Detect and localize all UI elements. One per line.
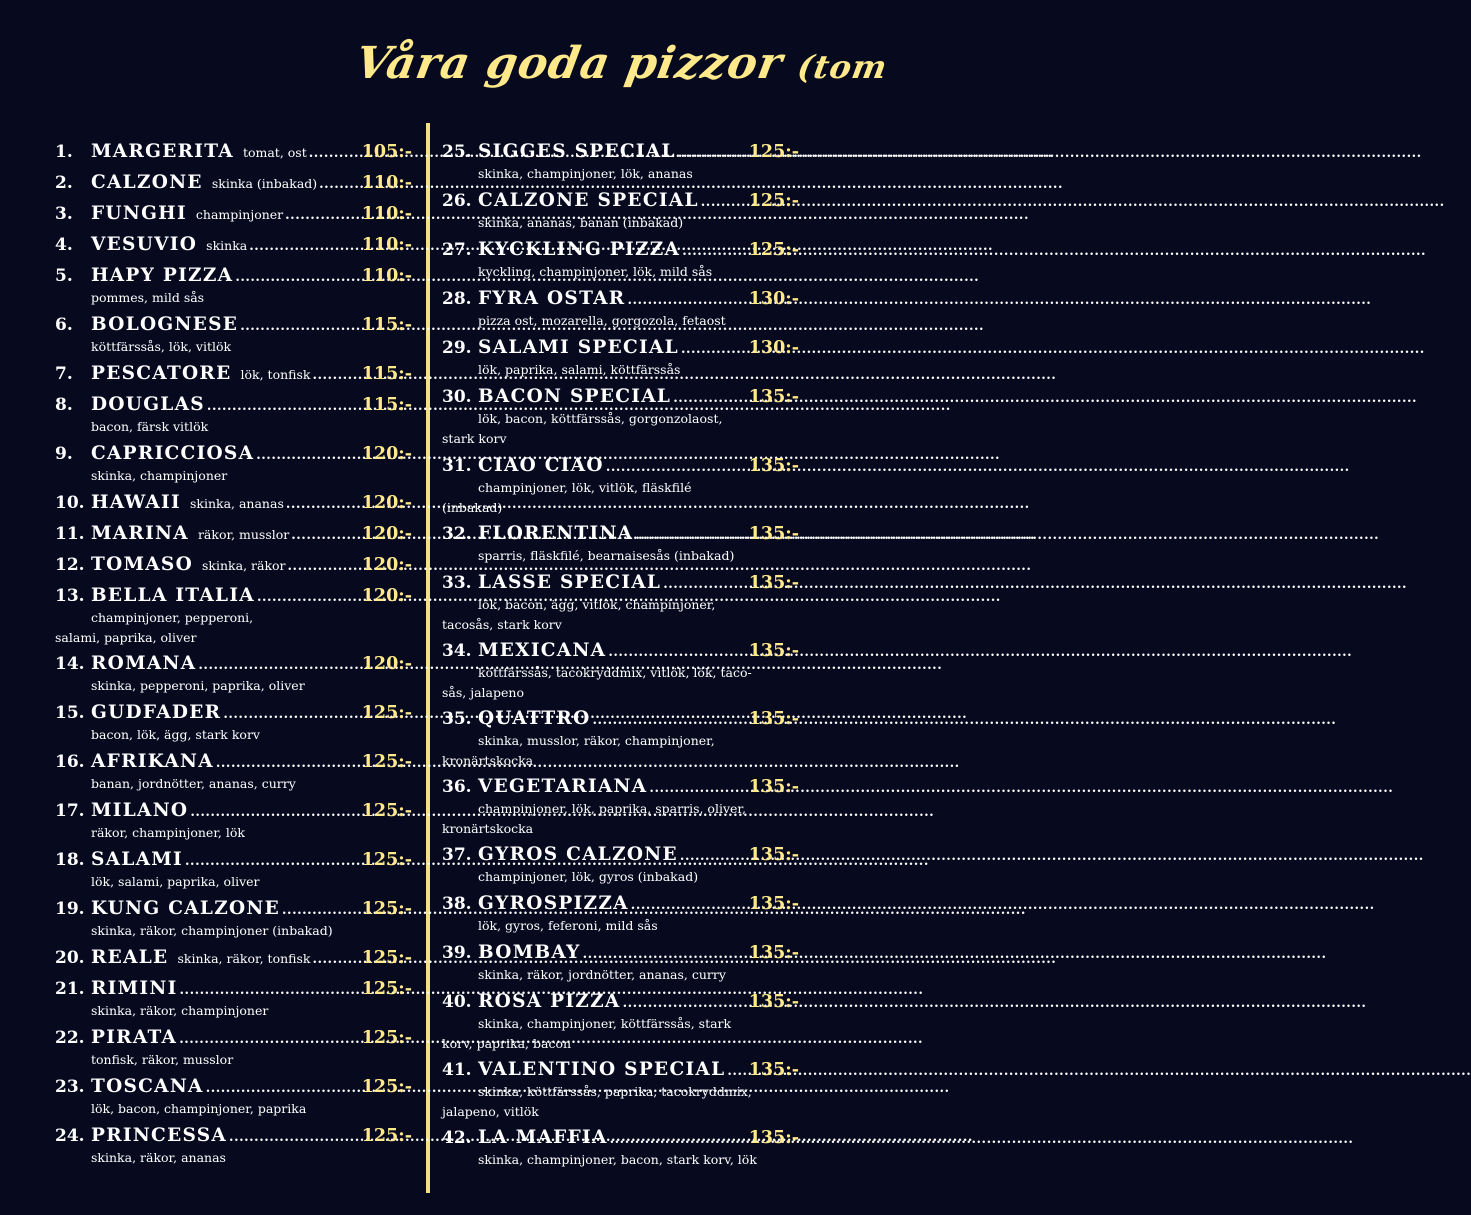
item-name: CALZONE SPECIAL: [478, 190, 699, 211]
item-ingredients: skinka, köttfärssås, paprika, tacokryddmix, jalapeno, vitlök: [442, 1084, 752, 1119]
menu-item: [55, 363, 412, 385]
menu-item-line: [55, 898, 412, 920]
item-name: MILANO: [91, 800, 189, 821]
menu-item-line: [55, 1027, 412, 1049]
menu-item-line: [55, 554, 412, 576]
dot-leader: [606, 460, 747, 475]
dot-leader: [198, 658, 359, 673]
menu-item-line: [55, 653, 412, 675]
item-name: ROSA PIZZA: [478, 991, 621, 1012]
item-price: 135:-: [748, 709, 799, 729]
item-name: ROMANA: [91, 653, 197, 674]
menu-item-line: [442, 776, 799, 798]
item-ingredients: skinka, räkor, jordnötter, ananas, curry: [478, 967, 726, 982]
item-price: 120:-: [361, 524, 412, 544]
item-name: CALZONE: [91, 172, 203, 193]
item-name: CIAO CIAO: [478, 455, 604, 476]
item-ingredients: champinjoner, lök, vitlök, fläskfilé (inbakad): [442, 480, 692, 515]
item-ingredients-inline: tomat, ost: [242, 145, 307, 160]
menu-item: [442, 844, 799, 886]
item-price: 135:-: [748, 524, 799, 544]
item-number: 36.: [442, 777, 472, 797]
menu-item: [442, 523, 799, 565]
item-number: 16.: [55, 752, 85, 772]
item-name: BOMBAY: [478, 942, 581, 963]
menu-title-suffix: (tom: [794, 48, 891, 86]
item-price: 115:-: [361, 315, 412, 335]
menu-item-line: [442, 337, 799, 359]
item-price: 135:-: [748, 777, 799, 797]
item-name: REALE: [91, 947, 169, 968]
item-price: 125:-: [361, 899, 412, 919]
menu-item: [442, 455, 799, 517]
menu-item-line: [442, 190, 799, 212]
item-price: 135:-: [748, 456, 799, 476]
menu-item: [55, 1125, 412, 1167]
item-number: 39.: [442, 943, 472, 963]
menu-item-line: [442, 991, 799, 1013]
item-name: GYROSPIZZA: [478, 893, 629, 914]
item-price: 125:-: [361, 948, 412, 968]
item-number: 42.: [442, 1128, 472, 1148]
item-name: LASSE SPECIAL: [478, 572, 662, 593]
item-name: SALAMI SPECIAL: [478, 337, 679, 358]
item-name: MARINA: [91, 523, 189, 544]
item-price: 110:-: [361, 204, 412, 224]
menu-item: [442, 337, 799, 379]
menu-item: [55, 492, 412, 514]
item-price: 125:-: [748, 191, 799, 211]
item-name: FLORENTINA: [478, 523, 634, 544]
dot-leader: [682, 244, 747, 259]
dot-leader: [207, 399, 360, 414]
item-ingredients: pizza ost, mozarella, gorgozola, fetaost: [478, 313, 726, 328]
item-name: GUDFADER: [91, 702, 222, 723]
item-name: HAPY PIZZA: [91, 265, 234, 286]
dot-leader: [291, 528, 359, 543]
dot-leader: [180, 983, 360, 998]
item-number: 11.: [55, 524, 85, 544]
item-number: 27.: [442, 240, 472, 260]
item-number: 8.: [55, 395, 73, 415]
dot-leader: [583, 947, 747, 962]
menu-item: [442, 190, 799, 232]
item-number: 21.: [55, 979, 85, 999]
menu-item: [442, 141, 799, 183]
menu-item: [442, 893, 799, 935]
dot-leader: [190, 805, 359, 820]
item-price: 135:-: [748, 387, 799, 407]
item-price: 135:-: [748, 845, 799, 865]
menu-item-line: [55, 702, 412, 724]
item-price: 135:-: [748, 992, 799, 1012]
dot-leader: [312, 952, 359, 967]
dot-leader: [593, 713, 747, 728]
item-ingredients-inline: skinka (inbakad): [211, 176, 318, 191]
dot-leader: [681, 342, 747, 357]
item-name: BELLA ITALIA: [91, 585, 255, 606]
item-price: 135:-: [748, 894, 799, 914]
item-number: 30.: [442, 387, 472, 407]
menu-item: [442, 708, 799, 770]
item-ingredients: banan, jordnötter, ananas, curry: [91, 776, 296, 791]
dot-leader: [673, 391, 747, 406]
menu-item: [442, 991, 799, 1053]
item-price: 125:-: [361, 850, 412, 870]
menu-item-line: [442, 288, 799, 310]
menu-item: [55, 443, 412, 485]
menu-item-line: [442, 239, 799, 261]
item-number: 3.: [55, 204, 73, 224]
dot-leader: [309, 146, 360, 161]
item-price: 125:-: [361, 1077, 412, 1097]
menu-item-line: [55, 800, 412, 822]
menu-title-text: Våra goda pizzor: [351, 38, 787, 89]
item-ingredients: lök, bacon, ägg, vitlök, champinjoner, tacosås, stark korv: [442, 597, 716, 632]
item-ingredients: skinka, champinjoner, lök, ananas: [478, 166, 693, 181]
menu-item: [442, 1127, 799, 1169]
menu-item-line: [55, 1076, 412, 1098]
menu-item-line: [55, 492, 412, 514]
menu-item: [55, 702, 412, 744]
menu-item: [442, 640, 799, 702]
item-ingredients: pommes, mild sås: [91, 290, 205, 305]
item-number: 1.: [55, 142, 73, 162]
item-price: 125:-: [361, 1028, 412, 1048]
menu-item: [55, 947, 412, 969]
item-price: 120:-: [361, 493, 412, 513]
item-price: 110:-: [361, 235, 412, 255]
item-ingredients: skinka, pepperoni, paprika, oliver: [91, 678, 305, 693]
item-name: QUATTRO: [478, 708, 591, 729]
dot-leader: [727, 1064, 746, 1079]
menu-item-line: [55, 314, 412, 336]
menu-item-line: [442, 1127, 799, 1149]
dot-leader: [235, 270, 359, 285]
item-ingredients-inline: lök, tonfisk: [240, 367, 311, 382]
item-price: 125:-: [361, 1126, 412, 1146]
menu-item-line: [55, 265, 412, 287]
dot-leader: [312, 368, 359, 383]
item-price: 125:-: [748, 240, 799, 260]
dot-leader: [608, 645, 746, 660]
item-price: 110:-: [361, 173, 412, 193]
item-name: TOSCANA: [91, 1076, 204, 1097]
item-name: VESUVIO: [91, 234, 198, 255]
menu-item: [55, 585, 412, 647]
item-ingredients: skinka, räkor, champinjoner: [91, 1003, 269, 1018]
item-ingredients: skinka, champinjoner: [91, 468, 228, 483]
item-name: HAWAII: [91, 492, 181, 513]
item-number: 41.: [442, 1060, 472, 1080]
item-ingredients: bacon, färsk vitlök: [91, 419, 209, 434]
item-number: 5.: [55, 266, 73, 286]
item-ingredients-inline: skinka, räkor, tonfisk: [177, 951, 311, 966]
item-number: 7.: [55, 364, 73, 384]
menu-item-line: [55, 849, 412, 871]
menu-item: [442, 239, 799, 281]
menu-item: [55, 849, 412, 891]
dot-leader: [610, 1132, 747, 1147]
menu-item: [55, 800, 412, 842]
item-name: FYRA OSTAR: [478, 288, 626, 309]
item-name: AFRIKANA: [91, 751, 214, 772]
item-price: 120:-: [361, 555, 412, 575]
item-ingredients: lök, paprika, salami, köttfärssås: [478, 362, 681, 377]
item-name: MARGERITA: [91, 141, 234, 162]
item-price: 135:-: [748, 1128, 799, 1148]
menu-item: [55, 523, 412, 545]
item-price: 120:-: [361, 444, 412, 464]
item-number: 33.: [442, 573, 472, 593]
item-name: BOLOGNESE: [91, 314, 239, 335]
dot-leader: [256, 448, 359, 463]
item-number: 4.: [55, 235, 73, 255]
item-name: SIGGES SPECIAL: [478, 141, 676, 162]
item-number: 31.: [442, 456, 472, 476]
item-price: 115:-: [361, 364, 412, 384]
menu-item: [55, 751, 412, 793]
item-ingredients: lök, bacon, champinjoner, paprika: [91, 1101, 307, 1116]
item-price: 125:-: [361, 703, 412, 723]
item-price: 135:-: [748, 943, 799, 963]
menu-item: [55, 1076, 412, 1118]
item-number: 37.: [442, 845, 472, 865]
menu-item-line: [55, 443, 412, 465]
item-number: 10.: [55, 493, 85, 513]
item-number: 6.: [55, 315, 73, 335]
menu-item-line: [442, 523, 799, 545]
item-price: 135:-: [748, 641, 799, 661]
menu-item: [55, 203, 412, 225]
item-name: KUNG CALZONE: [91, 898, 281, 919]
dot-leader: [635, 528, 746, 543]
item-number: 15.: [55, 703, 85, 723]
menu-item: [55, 653, 412, 695]
item-number: 2.: [55, 173, 73, 193]
item-ingredients-inline: räkor, musslor: [197, 527, 290, 542]
menu-item: [442, 288, 799, 330]
menu-item-line: [442, 1059, 799, 1081]
item-name: KYCKLING PIZZA: [478, 239, 681, 260]
dot-leader: [701, 195, 747, 210]
item-number: 12.: [55, 555, 85, 575]
menu-item: [442, 942, 799, 984]
item-ingredients: bacon, lök, ägg, stark korv: [91, 727, 260, 742]
item-price: 125:-: [361, 752, 412, 772]
dot-leader: [229, 1130, 360, 1145]
item-number: 22.: [55, 1028, 85, 1048]
dot-leader: [185, 854, 360, 869]
dot-leader: [179, 1032, 360, 1047]
menu-item-line: [55, 394, 412, 416]
dot-leader: [240, 319, 360, 334]
dot-leader: [678, 146, 747, 161]
item-ingredients: skinka, räkor, ananas: [91, 1150, 226, 1165]
item-ingredients: skinka, räkor, champinjoner (inbakad): [91, 923, 333, 938]
menu-item: [55, 234, 412, 256]
menu-item-line: [55, 363, 412, 385]
item-number: 18.: [55, 850, 85, 870]
item-ingredients: skinka, musslor, räkor, champinjoner, kronärtskocka: [442, 733, 715, 768]
item-price: 125:-: [748, 142, 799, 162]
item-number: 32.: [442, 524, 472, 544]
item-ingredients: köttfärssås, tacokryddmix, vitlök, lök, taco- sås, jalapeno: [442, 665, 752, 700]
dot-leader: [249, 239, 359, 254]
item-ingredients: lök, gyros, feferoni, mild sås: [478, 918, 658, 933]
dot-leader: [288, 559, 360, 574]
item-price: 110:-: [361, 266, 412, 286]
menu-item-line: [442, 386, 799, 408]
item-ingredients: skinka, champinjoner, köttfärssås, stark korv, paprika, bacon: [442, 1016, 732, 1051]
item-name: MEXICANA: [478, 640, 607, 661]
dot-leader: [319, 177, 360, 192]
dot-leader: [286, 497, 360, 512]
item-number: 29.: [442, 338, 472, 358]
menu-item: [55, 394, 412, 436]
item-price: 125:-: [361, 801, 412, 821]
item-number: 38.: [442, 894, 472, 914]
dot-leader: [631, 898, 747, 913]
menu-item: [442, 776, 799, 838]
item-ingredients: tonfisk, räkor, musslor: [91, 1052, 234, 1067]
item-ingredients-inline: skinka: [206, 238, 248, 253]
item-name: CAPRICCIOSA: [91, 443, 255, 464]
dot-leader: [627, 293, 746, 308]
item-number: 24.: [55, 1126, 85, 1146]
dot-leader: [623, 996, 747, 1011]
item-name: LA MAFFIA: [478, 1127, 608, 1148]
menu-item-line: [55, 585, 412, 607]
menu-item-line: [442, 893, 799, 915]
item-name: SALAMI: [91, 849, 184, 870]
menu-item-line: [55, 751, 412, 773]
item-ingredients: champinjoner, lök, paprika, sparris, oliver, kronärtskocka: [442, 801, 746, 836]
dot-leader: [285, 208, 360, 223]
item-ingredients: champinjoner, pepperoni, salami, paprika, oliver: [55, 610, 254, 645]
item-name: DOUGLAS: [91, 394, 205, 415]
menu-item-line: [55, 947, 412, 969]
dot-leader: [216, 756, 360, 771]
item-ingredients: köttfärssås, lök, vitlök: [91, 339, 232, 354]
item-number: 14.: [55, 654, 85, 674]
dot-leader: [680, 849, 747, 864]
menu-item-line: [442, 141, 799, 163]
item-price: 135:-: [748, 573, 799, 593]
item-name: TOMASO: [91, 554, 193, 575]
item-name: PRINCESSA: [91, 1125, 228, 1146]
item-number: 19.: [55, 899, 85, 919]
item-ingredients-inline: skinka, räkor: [202, 558, 286, 573]
menu-item-line: [55, 523, 412, 545]
menu-item: [55, 978, 412, 1020]
item-number: 13.: [55, 586, 85, 606]
item-number: 34.: [442, 641, 472, 661]
item-name: VALENTINO SPECIAL: [478, 1059, 726, 1080]
item-price: 130:-: [748, 338, 799, 358]
menu-item-line: [55, 234, 412, 256]
menu-item: [55, 172, 412, 194]
item-name: PESCATORE: [91, 363, 232, 384]
dot-leader: [206, 1081, 360, 1096]
item-number: 9.: [55, 444, 73, 464]
item-price: 125:-: [361, 979, 412, 999]
item-ingredients: lök, bacon, köttfärssås, gorgonzolaost, stark korv: [442, 411, 723, 446]
item-price: 120:-: [361, 654, 412, 674]
item-ingredients: skinka, champinjoner, bacon, stark korv, lök: [478, 1152, 757, 1167]
dot-leader: [282, 903, 360, 918]
item-number: 25.: [442, 142, 472, 162]
menu-item-line: [442, 455, 799, 477]
item-ingredients: kyckling, champinjoner, lök, mild sås: [478, 264, 713, 279]
menu-item-line: [442, 942, 799, 964]
menu-item-line: [442, 708, 799, 730]
menu-item-line: [442, 844, 799, 866]
menu-item-line: [55, 203, 412, 225]
menu-item: [442, 572, 799, 634]
item-number: 28.: [442, 289, 472, 309]
menu-item-line: [55, 978, 412, 1000]
item-number: 35.: [442, 709, 472, 729]
menu-item-line: [55, 141, 412, 163]
item-price: 120:-: [361, 586, 412, 606]
item-name: GYROS CALZONE: [478, 844, 678, 865]
item-name: FUNGHI: [91, 203, 187, 224]
item-price: 115:-: [361, 395, 412, 415]
dot-leader: [649, 781, 746, 796]
menu-item-line: [442, 572, 799, 594]
menu-item: [55, 265, 412, 307]
menu-item: [55, 898, 412, 940]
item-name: PIRATA: [91, 1027, 178, 1048]
item-ingredients-inline: champinjoner: [195, 207, 284, 222]
item-ingredients: sparris, fläskfilé, bearnaisesås (inbakad): [478, 548, 735, 563]
item-number: 17.: [55, 801, 85, 821]
item-number: 20.: [55, 948, 85, 968]
menu-item-line: [442, 640, 799, 662]
item-ingredients-inline: skinka, ananas: [189, 496, 284, 511]
item-ingredients: champinjoner, lök, gyros (inbakad): [478, 869, 699, 884]
dot-leader: [223, 707, 359, 722]
item-ingredients: räkor, champinjoner, lök: [91, 825, 245, 840]
item-ingredients: lök, salami, paprika, oliver: [91, 874, 260, 889]
menu-item: [442, 1059, 799, 1121]
dot-leader: [257, 590, 360, 605]
item-price: 130:-: [748, 289, 799, 309]
menu-item: [55, 554, 412, 576]
item-number: 40.: [442, 992, 472, 1012]
menu-title: [352, 38, 893, 89]
dot-leader: [663, 577, 747, 592]
item-number: 23.: [55, 1077, 85, 1097]
item-ingredients: skinka, ananas, banan (inbakad): [478, 215, 684, 230]
menu-item-line: [55, 172, 412, 194]
menu-item: [55, 1027, 412, 1069]
menu-item-line: [55, 1125, 412, 1147]
item-number: 26.: [442, 191, 472, 211]
menu-item: [442, 386, 799, 448]
menu-item: [55, 314, 412, 356]
item-name: RIMINI: [91, 978, 178, 999]
item-name: VEGETARIANA: [478, 776, 648, 797]
item-price: 105:-: [361, 142, 412, 162]
item-price: 135:-: [748, 1060, 799, 1080]
menu-item: [55, 141, 412, 163]
item-name: BACON SPECIAL: [478, 386, 672, 407]
